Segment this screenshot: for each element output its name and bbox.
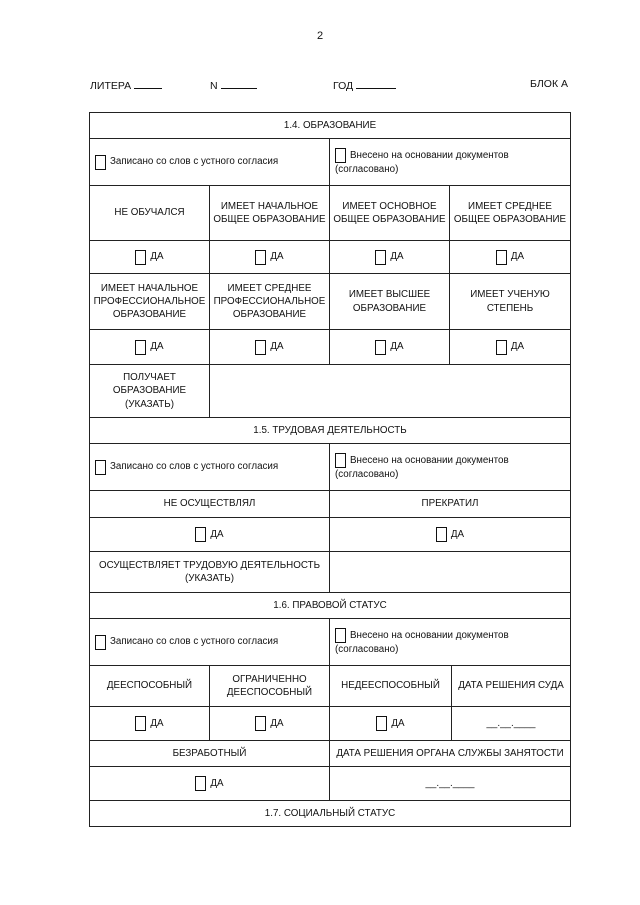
edu-yes-primary-prof[interactable] — [89, 329, 210, 365]
checkbox[interactable] — [135, 716, 146, 731]
edu-studying-label: ПОЛУЧАЕТ ОБРАЗОВАНИЕ (УКАЗАТЬ) — [89, 364, 210, 418]
edu-yes-primary-general[interactable] — [209, 240, 330, 274]
court-date-input[interactable] — [451, 706, 571, 741]
education-docs-checkbox[interactable] — [335, 148, 346, 163]
checkbox[interactable] — [135, 340, 146, 355]
oral-label: Записано со слов с устного согласия — [110, 156, 279, 168]
education-docs-option[interactable] — [329, 138, 571, 186]
employment-date-header: ДАТА РЕШЕНИЯ ОРГАНА СЛУЖБЫ ЗАНЯТОСТИ — [329, 740, 571, 767]
docs-label: Внесено на основании документов — [350, 149, 509, 161]
number-input[interactable] — [221, 78, 257, 89]
legal-header-court-date: ДАТА РЕШЕНИЯ СУДА — [451, 665, 571, 707]
unemployed-header: БЕЗРАБОТНЫЙ — [89, 740, 330, 767]
year-field — [333, 78, 396, 92]
legal-docs-option[interactable] — [329, 618, 571, 666]
year-label: ГОД — [333, 80, 354, 92]
employment-date-input[interactable] — [329, 766, 571, 801]
education-oral-option[interactable] — [89, 138, 330, 186]
labor-title: 1.5. ТРУДОВАЯ ДЕЯТЕЛЬНОСТЬ — [89, 417, 571, 444]
checkbox[interactable] — [195, 527, 206, 542]
education-oral-checkbox[interactable] — [95, 155, 106, 170]
oral-label: Записано со слов с устного согласия — [110, 461, 279, 473]
docs-label-agreed: (согласовано) — [335, 643, 399, 655]
yes-label: ДА — [390, 341, 404, 353]
docs-label-agreed: (согласовано) — [335, 468, 399, 480]
education-title: 1.4. ОБРАЗОВАНИЕ — [89, 112, 571, 139]
labor-header-stopped: ПРЕКРАТИЛ — [329, 490, 571, 518]
labor-oral-checkbox[interactable] — [95, 460, 106, 475]
yes-label: ДА — [270, 341, 284, 353]
edu-header-secondary-general: ИМЕЕТ СРЕДНЕЕ ОБЩЕЕ ОБРАЗОВАНИЕ — [449, 185, 571, 241]
yes-label: ДА — [150, 717, 164, 729]
edu-yes-higher[interactable] — [329, 329, 450, 365]
edu-yes-secondary-prof[interactable] — [209, 329, 330, 365]
number-label: N — [210, 80, 218, 92]
litera-field — [90, 78, 162, 92]
yes-label: ДА — [390, 251, 404, 263]
docs-label-agreed: (согласовано) — [335, 163, 399, 175]
block-label: БЛОК А — [530, 78, 568, 90]
yes-label: ДА — [391, 717, 405, 729]
docs-label: Внесено на основании документов — [350, 629, 509, 641]
docs-label: Внесено на основании документов — [350, 454, 509, 466]
edu-header-higher: ИМЕЕТ ВЫСШЕЕ ОБРАЗОВАНИЕ — [329, 273, 450, 330]
date-placeholder: __.__.____ — [425, 777, 475, 789]
edu-yes-degree[interactable] — [449, 329, 571, 365]
social-title: 1.7. СОЦИАЛЬНЫЙ СТАТУС — [89, 800, 571, 827]
checkbox[interactable] — [255, 250, 266, 265]
edu-yes-secondary-general[interactable] — [449, 240, 571, 274]
legal-docs-checkbox[interactable] — [335, 628, 346, 643]
yes-label: ДА — [510, 251, 525, 263]
yes-label: ДА — [270, 251, 284, 263]
edu-header-primary-general: ИМЕЕТ НАЧАЛЬНОЕ ОБЩЕЕ ОБРАЗОВАНИЕ — [209, 185, 330, 241]
labor-header-not-worked: НЕ ОСУЩЕСТВЛЯЛ — [89, 490, 330, 518]
yes-label: ДА — [450, 528, 465, 540]
checkbox[interactable] — [496, 340, 507, 355]
legal-header-capable: ДЕЕСПОСОБНЫЙ — [89, 665, 210, 707]
checkbox[interactable] — [376, 716, 387, 731]
checkbox[interactable] — [195, 776, 206, 791]
unemployed-yes[interactable] — [89, 766, 330, 801]
yes-label: ДА — [150, 341, 164, 353]
edu-yes-not-studied[interactable] — [89, 240, 210, 274]
checkbox[interactable] — [375, 340, 386, 355]
labor-docs-option[interactable] — [329, 443, 571, 491]
labor-working-input[interactable] — [329, 551, 571, 593]
edu-header-secondary-prof: ИМЕЕТ СРЕДНЕЕ ПРОФЕССИОНАЛЬНОЕ ОБРАЗОВАНИЕ — [209, 273, 330, 330]
legal-oral-option[interactable] — [89, 618, 330, 666]
oral-label: Записано со слов с устного согласия — [110, 636, 279, 648]
edu-header-not-studied: НЕ ОБУЧАЛСЯ — [89, 185, 210, 241]
yes-label: ДА — [510, 341, 525, 353]
labor-docs-checkbox[interactable] — [335, 453, 346, 468]
litera-label: ЛИТЕРА — [90, 80, 132, 92]
edu-header-primary-prof: ИМЕЕТ НАЧАЛЬНОЕ ПРОФЕССИОНАЛЬНОЕ ОБРАЗОВАНИЕ — [89, 273, 210, 330]
yes-label: ДА — [150, 251, 164, 263]
labor-yes-not-worked[interactable] — [89, 517, 330, 552]
year-input[interactable] — [356, 78, 396, 89]
edu-yes-basic-general[interactable] — [329, 240, 450, 274]
checkbox[interactable] — [496, 250, 507, 265]
number-field — [210, 78, 257, 92]
legal-title: 1.6. ПРАВОВОЙ СТАТУС — [89, 592, 571, 619]
litera-input[interactable] — [134, 78, 162, 89]
labor-yes-stopped[interactable] — [329, 517, 571, 552]
edu-header-degree: ИМЕЕТ УЧЕНУЮ СТЕПЕНЬ — [449, 273, 571, 330]
yes-label: ДА — [210, 777, 224, 789]
edu-studying-input[interactable] — [209, 364, 571, 418]
legal-header-incapable: НЕДЕЕСПОСОБНЫЙ — [329, 665, 452, 707]
labor-oral-option[interactable] — [89, 443, 330, 491]
legal-oral-checkbox[interactable] — [95, 635, 106, 650]
page-number: 2 — [316, 30, 324, 42]
yes-label: ДА — [270, 717, 284, 729]
checkbox[interactable] — [436, 527, 447, 542]
labor-working-label: ОСУЩЕСТВЛЯЕТ ТРУДОВУЮ ДЕЯТЕЛЬНОСТЬ (УКАЗАТЬ) — [89, 551, 330, 593]
date-placeholder: __.__.____ — [486, 717, 536, 729]
legal-header-limited: ОГРАНИЧЕННО ДЕЕСПОСОБНЫЙ — [209, 665, 330, 707]
edu-header-basic-general: ИМЕЕТ ОСНОВНОЕ ОБЩЕЕ ОБРАЗОВАНИЕ — [329, 185, 450, 241]
yes-label: ДА — [210, 528, 224, 540]
legal-yes-incapable[interactable] — [329, 706, 452, 741]
legal-yes-limited[interactable] — [209, 706, 330, 741]
checkbox[interactable] — [375, 250, 386, 265]
checkbox[interactable] — [255, 716, 266, 731]
checkbox[interactable] — [135, 250, 146, 265]
legal-yes-capable[interactable] — [89, 706, 210, 741]
checkbox[interactable] — [255, 340, 266, 355]
